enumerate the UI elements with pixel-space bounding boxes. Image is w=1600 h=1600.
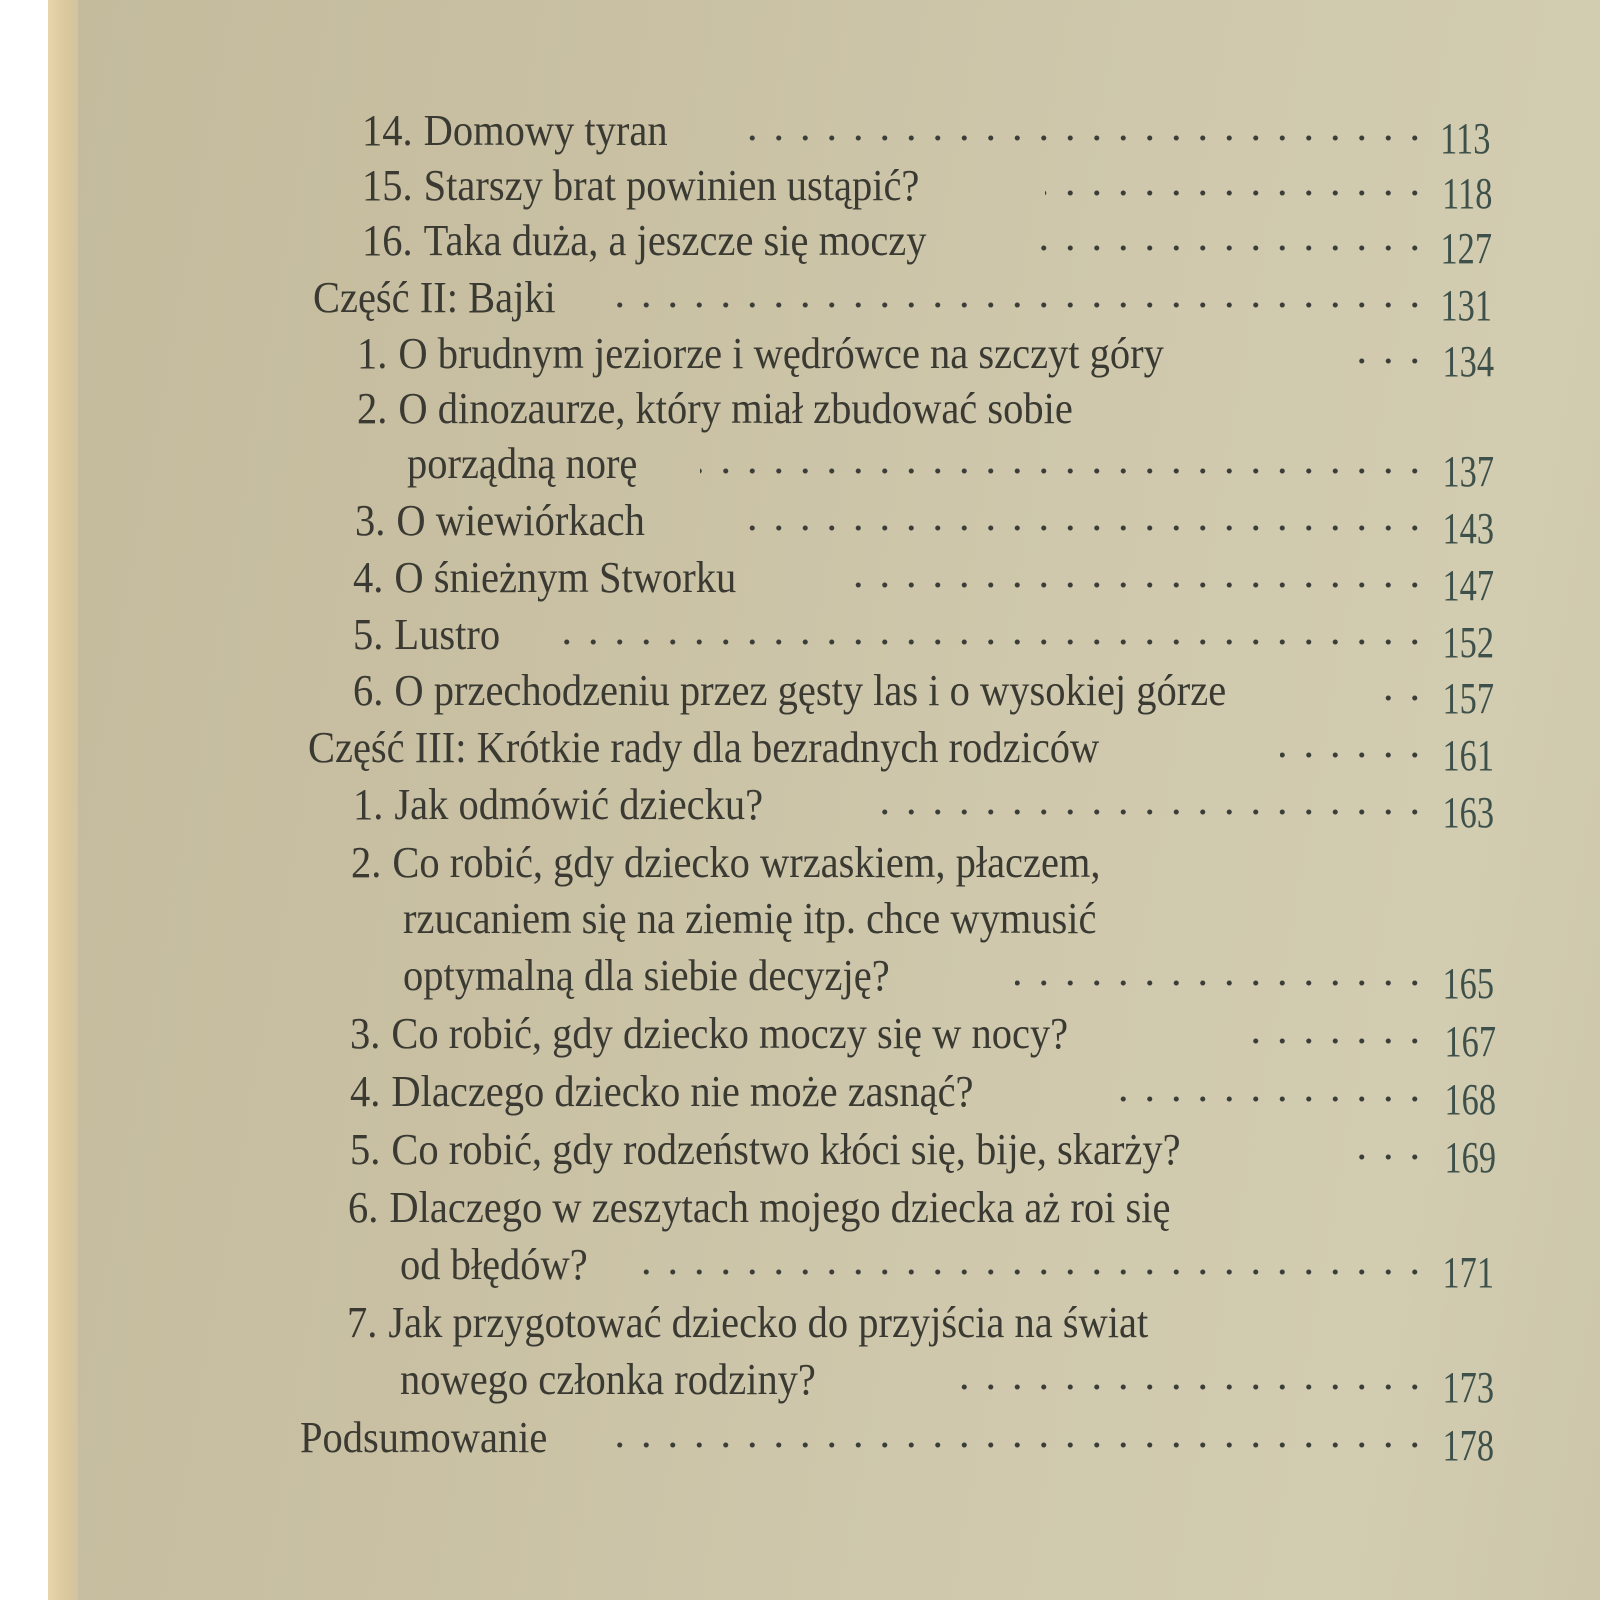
entry-page-number: 157 [1442, 674, 1494, 723]
entry-title: Dlaczego w zeszytach mojego dziecka aż roi się [389, 1183, 1171, 1232]
dot-leader [640, 1267, 1428, 1277]
entry-page-number: 171 [1442, 1248, 1494, 1297]
entry-page-number: 168 [1444, 1075, 1496, 1124]
entry-page-number: 161 [1442, 731, 1494, 780]
toc-entry [353, 609, 500, 669]
entry-number: 6. [353, 666, 384, 715]
entry-page-number: 137 [1442, 447, 1494, 496]
entry-number: 3. [355, 496, 386, 545]
entry-title: Starszy brat powinien ustąpić? [423, 161, 920, 210]
entry-title: Co robić, gdy dziecko moczy się w nocy? [391, 1009, 1069, 1058]
toc-entry [357, 383, 1073, 443]
toc-entry [362, 105, 668, 165]
toc-entry [350, 1008, 1068, 1068]
entry-number: 6. [348, 1183, 379, 1232]
entry-number: 1. [357, 329, 388, 378]
dot-leader [615, 300, 1428, 310]
dot-leader [1375, 693, 1428, 703]
dot-leader [945, 1382, 1428, 1392]
toc-entry [308, 722, 1099, 782]
toc-entry [355, 495, 645, 555]
toc-entry [313, 272, 556, 332]
dot-leader [740, 523, 1428, 533]
entry-title: O dinozaurze, który miał zbudować sobie [398, 384, 1073, 433]
entry-title: Co robić, gdy dziecko wrzaskiem, płaczem, [392, 838, 1101, 887]
entry-title: od błędów? [400, 1240, 588, 1289]
entry-title: Dlaczego dziecko nie może zasnąć? [391, 1067, 974, 1116]
entry-page-number: 165 [1442, 959, 1494, 1008]
toc-entry [347, 1297, 1148, 1357]
toc-entry [351, 837, 1101, 897]
entry-page-number: 131 [1440, 281, 1492, 330]
entry-title: Część II: Bajki [313, 273, 556, 322]
entry-page-number: 134 [1442, 337, 1494, 386]
toc-entry [300, 1412, 547, 1472]
dot-leader [1115, 1094, 1428, 1104]
entry-title: Podsumowanie [300, 1413, 548, 1462]
entry-number: 4. [353, 553, 384, 602]
entry-title: porządną norę [407, 439, 638, 488]
toc-entry [403, 893, 1097, 953]
toc-entry [362, 160, 919, 220]
dot-leader [615, 1440, 1428, 1450]
entry-page-number: 152 [1442, 618, 1494, 667]
entry-page-number: 163 [1442, 788, 1494, 837]
toc-entry [407, 438, 637, 498]
dot-leader [1350, 1152, 1428, 1162]
dot-leader [745, 133, 1428, 143]
entry-page-number: 178 [1442, 1421, 1494, 1470]
entry-number: 16. [362, 216, 413, 265]
dot-leader [1015, 978, 1428, 988]
toc-entry [353, 665, 1226, 725]
dot-leader [855, 580, 1428, 590]
entry-title: Taka duża, a jeszcze się moczy [423, 216, 927, 265]
entry-title: Jak przygotować dziecko do przyjścia na świat [388, 1298, 1149, 1347]
toc-entry [353, 552, 736, 612]
entry-title: Co robić, gdy rodzeństwo kłóci się, bije, skarży? [391, 1125, 1181, 1174]
dot-leader [555, 637, 1428, 647]
entry-page-number: 127 [1440, 224, 1492, 273]
entry-number: 1. [353, 780, 384, 829]
entry-title: rzucaniem się na ziemię itp. chce wymusić [403, 894, 1097, 943]
entry-title: O śnieżnym Stworku [394, 553, 737, 602]
dot-leader [700, 466, 1428, 476]
toc-entry [348, 1182, 1171, 1242]
toc-entry [350, 1124, 1181, 1184]
dot-leader [1250, 1036, 1428, 1046]
toc-entry [362, 215, 927, 275]
dot-leader [1040, 243, 1428, 253]
toc-entry [400, 1354, 816, 1414]
toc-entry [400, 1239, 588, 1299]
entry-title: Jak odmówić dziecku? [394, 780, 764, 829]
dot-leader [1045, 188, 1428, 198]
entry-title: nowego członka rodziny? [400, 1355, 816, 1404]
entry-page-number: 169 [1444, 1133, 1496, 1182]
entry-page-number: 173 [1442, 1363, 1494, 1412]
entry-number: 5. [353, 610, 384, 659]
entry-number: 7. [347, 1298, 378, 1347]
entry-number: 4. [350, 1067, 381, 1116]
entry-page-number: 118 [1441, 169, 1492, 218]
toc-entry [403, 950, 890, 1010]
entry-title: Część III: Krótkie rady dla bezradnych rodziców [308, 723, 1100, 772]
toc-entry [353, 779, 763, 839]
dot-leader [1280, 750, 1428, 760]
entry-page-number: 143 [1442, 504, 1494, 553]
entry-title: Domowy tyran [423, 106, 668, 155]
entry-title: Lustro [394, 610, 501, 659]
entry-title: O przechodzeniu przez gęsty las i o wysokiej górze [394, 666, 1227, 715]
entry-page-number: 167 [1444, 1017, 1496, 1066]
dot-leader [1340, 356, 1428, 366]
entry-title: optymalną dla siebie decyzję? [403, 951, 890, 1000]
entry-number: 14. [362, 106, 413, 155]
entry-number: 2. [357, 384, 388, 433]
dot-leader [875, 807, 1428, 817]
entry-number: 5. [350, 1125, 381, 1174]
entry-title: O brudnym jeziorze i wędrówce na szczyt góry [398, 329, 1164, 378]
toc-entry [357, 328, 1164, 388]
entry-number: 2. [351, 838, 382, 887]
entry-number: 3. [350, 1009, 381, 1058]
entry-title: O wiewiórkach [396, 496, 645, 545]
entry-page-number: 113 [1439, 114, 1490, 163]
entry-page-number: 147 [1442, 561, 1494, 610]
entry-number: 15. [362, 161, 413, 210]
toc-entry [350, 1066, 974, 1126]
